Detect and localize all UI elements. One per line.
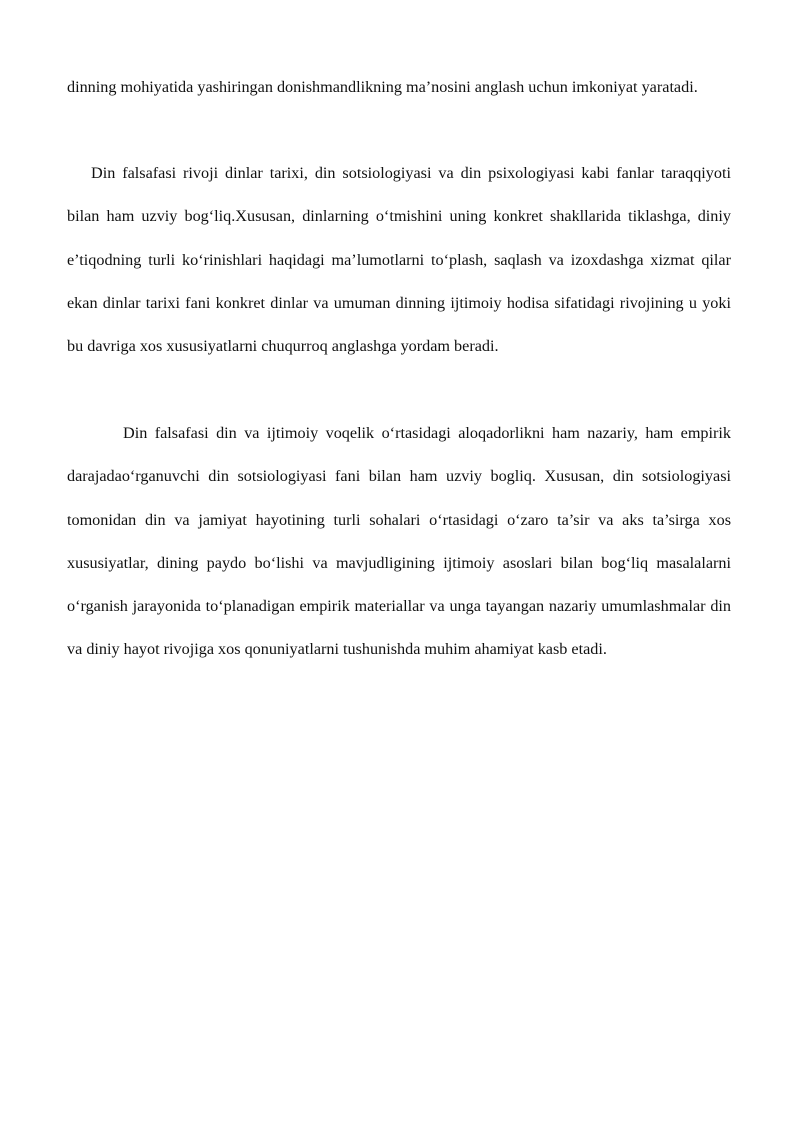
paragraph-continuation	[67, 66, 731, 109]
paragraph-text: dinning mohiyatida yashiringan donishmandlikning ma’nosini anglash uchun imkoniyat yaratadi.	[67, 78, 698, 96]
paragraph-text: Din falsafasi din va ijtimoiy voqelik o‘rtasidagi aloqadorlikni ham nazariy, ham empirik darajadao‘rganuvchi din sotsiologiyasi fani bilan ham uzviy bogliq. Xususan, din sotsiologiyasi tomonidan din va jamiyat hayotining turli sohalari o‘rtasidagi o‘zaro ta’sir va aks ta’sirga xos xususiyatlar, dining paydo bo‘lishi va mavjudligining ijtimoiy asoslari bilan bog‘liq masalalarni o‘rganish jarayonida to‘planadigan empirik materiallar va unga tayangan nazariy umumlashmalar din va diniy hayot rivojiga xos qonuniyatlarni tushunishda muhim ahamiyat kasb etadi.	[67, 424, 731, 659]
paragraph-din-sotsiologiyasi	[67, 412, 731, 672]
paragraph-din-falsafasi-rivoji	[67, 152, 731, 368]
paragraph-text: Din falsafasi rivoji dinlar tarixi, din sotsiologiyasi va din psixologiyasi kabi fanlar taraqqiyoti bilan ham uzviy bog‘liq.Xususan, dinlarning o‘tmishini uning konkret shakllarida tiklashga, diniy e’tiqodning turli ko‘rinishlari haqidagi ma’lumotlarni to‘plash, saqlash va izoxdashga xizmat qilar ekan dinlar tarixi fani konkret dinlar va umuman dinning ijtimoiy hodisa sifatidagi rivojining u yoki bu davriga xos xususiyatlarni chuqurroq anglashga yordam beradi.	[67, 164, 731, 356]
